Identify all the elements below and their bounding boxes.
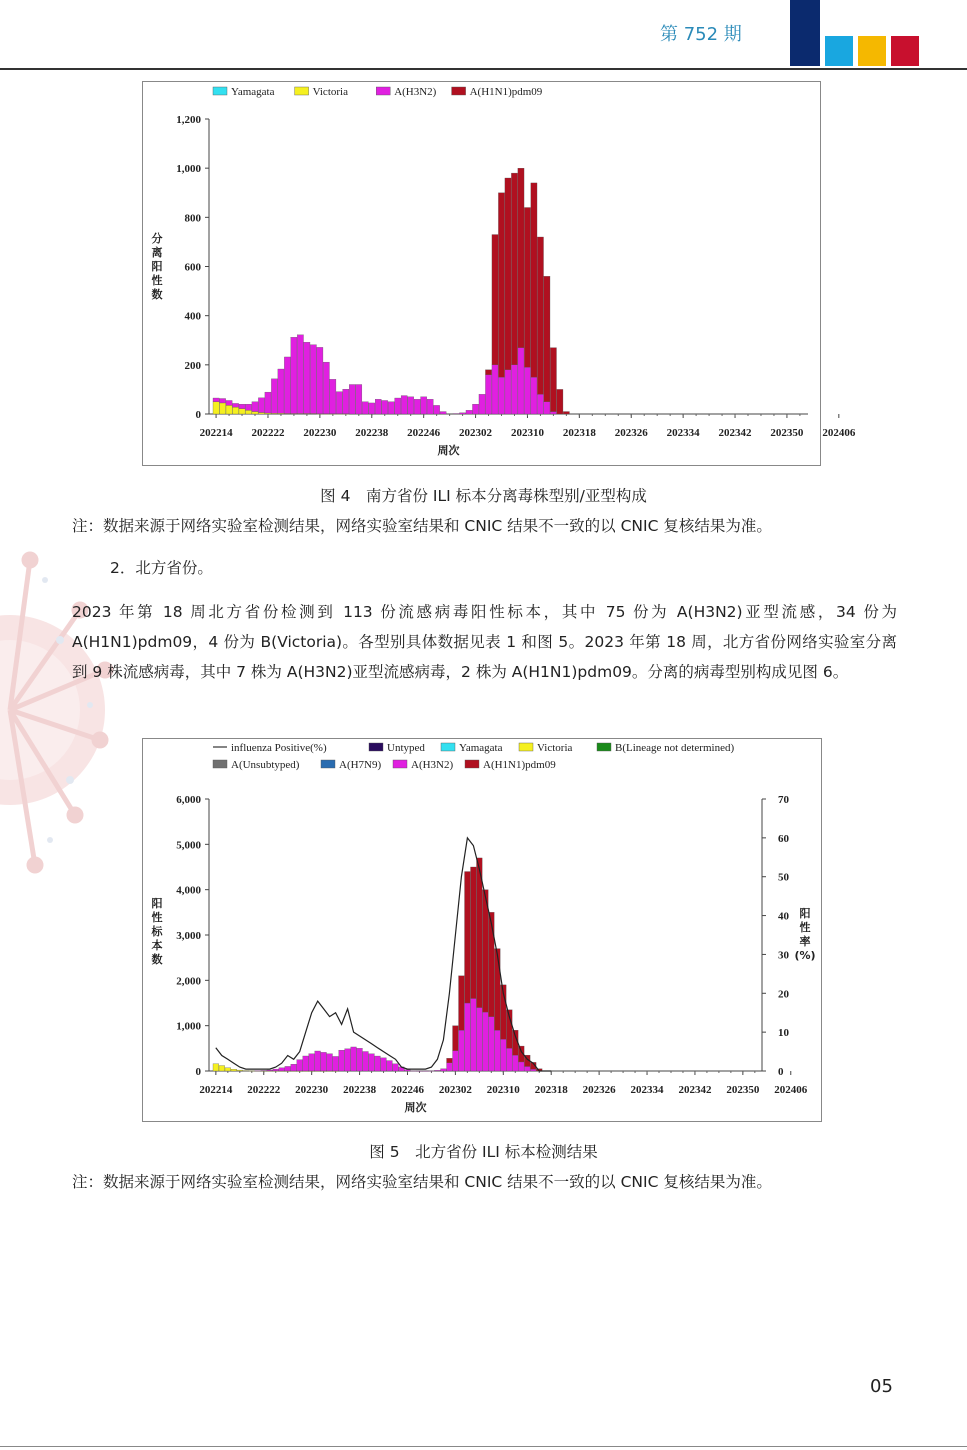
bar-victoria — [231, 1069, 237, 1071]
bar-a-h3n2- — [440, 412, 446, 414]
y2-tick-label: 50 — [778, 871, 789, 884]
bar-a-h1n1-pdm09 — [453, 1026, 459, 1051]
y2-axis-label-char: (%) — [794, 949, 816, 962]
bar-a-h3n2- — [327, 1054, 333, 1071]
y-tick-label: 5,000 — [176, 839, 201, 852]
legend-swatch — [369, 743, 383, 751]
bar-a-h3n2- — [531, 377, 537, 414]
x-tick-label: 202214 — [199, 427, 233, 439]
legend-swatch — [213, 87, 227, 95]
bar-victoria — [213, 1064, 219, 1071]
bar-a-h3n2- — [291, 1064, 297, 1071]
bar-a-h3n2- — [219, 399, 225, 403]
figure-5-caption: 图 5 北方省份 ILI 标本检测结果 — [369, 1143, 598, 1161]
bar-a-h3n2- — [429, 1071, 435, 1072]
x-tick-label: 202334 — [666, 427, 700, 439]
bar-a-h3n2- — [297, 1060, 303, 1071]
y-tick-label: 2,000 — [176, 975, 201, 988]
bar-a-h3n2- — [434, 405, 440, 414]
bar-a-h3n2- — [349, 385, 355, 415]
x-tick-label: 202310 — [486, 1084, 520, 1096]
bar-a-h3n2- — [492, 365, 498, 414]
bar-a-h3n2- — [414, 399, 420, 414]
brand-square-navy — [790, 0, 820, 66]
legend-swatch — [519, 743, 533, 751]
x-tick-label: 202350 — [770, 427, 804, 439]
bar-a-h1n1-pdm09 — [465, 872, 471, 1003]
bar-a-h3n2- — [408, 397, 414, 414]
legend-swatch — [321, 760, 335, 768]
bar-victoria — [237, 1070, 243, 1071]
header-rule — [0, 68, 967, 70]
issue-label: 第 752 期 — [660, 24, 742, 45]
bar-victoria — [226, 405, 232, 414]
bar-a-h3n2- — [453, 414, 459, 415]
bar-a-h3n2- — [388, 402, 394, 414]
bar-a-h3n2- — [291, 337, 297, 413]
bar-a-h3n2- — [261, 1070, 267, 1071]
legend-label: A(H3N2) — [394, 86, 437, 98]
legend-swatch — [441, 743, 455, 751]
bar-a-h3n2- — [435, 1070, 441, 1071]
bar-a-h3n2- — [518, 1062, 524, 1071]
bar-a-h1n1-pdm09 — [471, 867, 477, 998]
bar-a-h3n2- — [323, 362, 329, 414]
bar-a-h3n2- — [303, 1056, 309, 1071]
bar-a-h3n2- — [401, 396, 407, 414]
y-tick-label: 0 — [195, 409, 201, 421]
x-tick-label: 202246 — [407, 427, 441, 439]
bar-a-h3n2- — [351, 1047, 357, 1071]
y2-tick-label: 70 — [778, 794, 789, 806]
legend-swatch — [213, 760, 227, 768]
bar-a-h3n2- — [321, 1052, 327, 1071]
bar-a-h3n2- — [511, 365, 517, 414]
y-tick-label: 200 — [184, 359, 201, 372]
bar-a-h3n2- — [500, 1039, 506, 1071]
bar-a-h3n2- — [453, 1051, 459, 1071]
bar-a-h3n2- — [267, 1070, 273, 1071]
bar-a-h3n2- — [423, 1071, 429, 1072]
y-tick-label: 0 — [195, 1066, 201, 1078]
bar-a-h1n1-pdm09 — [459, 976, 465, 1030]
bar-a-h3n2- — [421, 397, 427, 414]
x-tick-label: 202222 — [247, 1084, 281, 1096]
bar-victoria — [245, 410, 251, 414]
bar-a-h3n2- — [339, 1050, 345, 1071]
bar-a-h1n1-pdm09 — [488, 912, 494, 1016]
x-tick-label: 202318 — [562, 427, 596, 439]
bar-victoria — [249, 1071, 255, 1072]
bar-a-h3n2- — [285, 1066, 291, 1071]
bar-a-h3n2- — [479, 394, 485, 414]
x-axis-label: 周次 — [437, 444, 460, 457]
brand-square-cyan — [825, 36, 853, 66]
bar-a-h3n2- — [315, 1051, 321, 1071]
bar-a-h3n2- — [369, 1054, 375, 1071]
y-axis-label-char: 离 — [151, 246, 163, 259]
bar-a-h3n2- — [395, 398, 401, 414]
bar-a-h1n1-pdm09 — [492, 235, 498, 365]
y-axis-label-char: 性 — [151, 911, 163, 924]
bar-a-h3n2- — [343, 389, 349, 414]
y-axis-label-char: 性 — [151, 274, 163, 287]
bar-a-h1n1-pdm09 — [511, 173, 517, 365]
bar-a-h3n2- — [304, 342, 310, 413]
bar-a-h3n2- — [393, 1064, 399, 1071]
x-tick-label: 202310 — [510, 427, 544, 439]
bar-a-h3n2- — [255, 1071, 261, 1072]
bar-a-h1n1-pdm09 — [505, 178, 511, 370]
figure-5-chart — [142, 738, 822, 1122]
bar-a-h3n2- — [278, 369, 284, 413]
y2-tick-label: 0 — [778, 1066, 784, 1078]
x-tick-label: 202214 — [199, 1084, 233, 1096]
bar-a-h1n1-pdm09 — [485, 370, 491, 375]
bar-a-h3n2- — [239, 404, 245, 408]
legend-label: A(H1N1)pdm09 — [483, 759, 556, 771]
bar-victoria — [219, 403, 225, 414]
bar-victoria — [232, 407, 238, 414]
bar-victoria — [225, 1068, 231, 1071]
x-tick-label: 202326 — [582, 1084, 616, 1096]
bar-a-h1n1-pdm09 — [557, 389, 563, 414]
y-tick-label: 6,000 — [176, 794, 201, 806]
bar-a-h3n2- — [524, 367, 530, 414]
x-tick-label: 202326 — [614, 427, 648, 439]
legend-label: A(H1N1)pdm09 — [469, 86, 543, 98]
bar-a-h3n2- — [381, 1058, 387, 1071]
y-axis-label-char: 数 — [151, 288, 163, 301]
bar-victoria — [239, 409, 245, 414]
y-tick-label: 1,000 — [176, 1020, 201, 1033]
y2-tick-label: 60 — [778, 832, 789, 845]
bar-victoria — [252, 412, 258, 414]
bar-a-h3n2- — [356, 385, 362, 415]
x-tick-label: 202334 — [630, 1084, 664, 1096]
bar-victoria — [213, 402, 219, 414]
figure-4-note: 注：数据来源于网络实验室检测结果，网络实验室结果和 CNIC 结果不一致的以 CNIC 复核结果为准。 — [72, 517, 772, 535]
y-tick-label: 1,000 — [176, 163, 201, 176]
virus-decoration-icon — [0, 520, 110, 900]
legend-label: A(H3N2) — [411, 759, 454, 771]
bar-a-h3n2- — [265, 392, 271, 413]
x-tick-label: 202302 — [438, 1084, 472, 1096]
y-tick-label: 1,200 — [176, 114, 201, 126]
legend-swatch — [376, 87, 390, 95]
x-tick-label: 202342 — [718, 427, 752, 439]
y-tick-label: 4,000 — [176, 884, 201, 897]
x-tick-label: 202230 — [303, 427, 337, 439]
legend-label: Yamagata — [231, 86, 275, 98]
legend-swatch — [465, 760, 479, 768]
bar-a-h3n2- — [333, 1056, 339, 1071]
bar-a-h3n2- — [317, 347, 323, 413]
bar-a-h3n2- — [226, 400, 232, 405]
y-tick-label: 600 — [184, 261, 201, 274]
bar-a-h3n2- — [232, 403, 238, 407]
legend-swatch — [452, 87, 466, 95]
x-tick-label: 202318 — [534, 1084, 568, 1096]
bar-a-h3n2- — [530, 1069, 536, 1071]
x-tick-label: 202342 — [678, 1084, 712, 1096]
x-tick-label: 202246 — [390, 1084, 424, 1096]
bar-a-h3n2- — [488, 1017, 494, 1071]
bar-a-h3n2- — [245, 404, 251, 410]
bar-a-h3n2- — [512, 1055, 518, 1071]
bar-a-h3n2- — [505, 370, 511, 414]
bar-a-h3n2- — [477, 1008, 483, 1071]
bar-a-h3n2- — [524, 1066, 530, 1071]
bar-a-h3n2- — [345, 1049, 351, 1071]
bar-a-h3n2- — [537, 394, 543, 414]
bar-a-h3n2- — [309, 1054, 315, 1071]
bar-a-h3n2- — [273, 1069, 279, 1071]
y-tick-label: 400 — [184, 310, 201, 323]
bar-a-h3n2- — [405, 1070, 411, 1071]
bar-a-h3n2- — [362, 402, 368, 414]
bar-a-h3n2- — [387, 1061, 393, 1071]
bar-a-h3n2- — [459, 1030, 465, 1071]
legend-label: A(Unsubtyped) — [231, 759, 300, 771]
x-axis-label: 周次 — [404, 1101, 427, 1114]
y-axis-label-char: 阳 — [151, 260, 163, 273]
legend-label: A(H7N9) — [339, 759, 382, 771]
bar-a-h3n2- — [447, 1063, 453, 1071]
y2-axis-label-char: 率 — [799, 935, 811, 948]
bar-a-h3n2- — [550, 412, 556, 414]
figure-4-svg — [143, 82, 856, 465]
bar-a-h3n2- — [427, 399, 433, 414]
bar-a-h1n1-pdm09 — [518, 168, 524, 347]
y2-tick-label: 40 — [778, 910, 789, 923]
y-axis-label-char: 本 — [151, 939, 163, 952]
bar-a-h3n2- — [518, 348, 524, 414]
bar-a-h3n2- — [485, 375, 491, 414]
brand-square-yellow — [858, 36, 886, 66]
x-tick-label: 202222 — [251, 427, 285, 439]
y2-axis-label-char: 性 — [799, 921, 811, 934]
bar-a-h3n2- — [330, 379, 336, 413]
bar-victoria — [258, 413, 264, 414]
figure-4-caption: 图 4 南方省份 ILI 标本分离毒株型别/亚型构成 — [320, 487, 647, 505]
x-tick-label: 202238 — [355, 427, 389, 439]
bar-a-h3n2- — [363, 1052, 369, 1071]
bar-a-h3n2- — [494, 1030, 500, 1071]
bar-a-h1n1-pdm09 — [544, 276, 550, 401]
body-paragraph: 2023 年第 18 周北方省份检测到 113 份流感病毒阳性标本，其中 75 份为 A(H3N2)亚型流感，34 份为 A(H1N1)pdm09，4 份为 B(Victoria)。各型别具体数据见表 1 和图 5。2023 年第 18 周，北方省份网络实验室分离到 9 株流感病毒，其中 7 株为 A(H3N2)亚型流感病毒，2 株为 A(H1N1)pdm09。分离的病毒型别构成见图 6。 — [72, 603, 897, 681]
bar-a-h1n1-pdm09 — [563, 412, 569, 414]
bar-a-h3n2- — [498, 377, 504, 414]
bar-victoria — [219, 1066, 225, 1071]
bar-a-h3n2- — [279, 1068, 285, 1071]
bar-a-h3n2- — [375, 1056, 381, 1071]
legend-label: B(Lineage not determined) — [615, 742, 735, 754]
y-tick-label: 800 — [184, 212, 201, 225]
y2-axis-label-char: 阳 — [799, 907, 811, 920]
bar-a-h3n2- — [382, 400, 388, 414]
bar-a-h3n2- — [271, 379, 277, 413]
brand-square-red — [891, 36, 919, 66]
bar-a-h3n2- — [506, 1048, 512, 1071]
bar-victoria — [243, 1071, 249, 1072]
bar-a-h3n2- — [369, 403, 375, 414]
legend-label: Victoria — [312, 86, 348, 98]
bar-a-h3n2- — [411, 1071, 417, 1072]
legend-label: Untyped — [387, 742, 425, 754]
bar-a-h3n2- — [471, 998, 477, 1071]
x-tick-label: 202302 — [459, 427, 493, 439]
footer-rule — [0, 1446, 967, 1447]
bar-a-h1n1-pdm09 — [550, 348, 556, 412]
legend-swatch — [597, 743, 611, 751]
bar-a-h3n2- — [417, 1071, 423, 1072]
bar-a-h3n2- — [460, 413, 466, 414]
y2-tick-label: 30 — [778, 949, 789, 962]
y2-tick-label: 20 — [778, 988, 789, 1001]
bar-a-h1n1-pdm09 — [494, 949, 500, 1031]
legend-label: Yamagata — [459, 742, 503, 754]
y-axis-label-char: 数 — [151, 953, 163, 966]
y2-tick-label: 10 — [778, 1027, 789, 1040]
bar-a-h3n2- — [357, 1048, 363, 1071]
figure-4-chart — [142, 81, 856, 466]
legend-swatch — [295, 87, 309, 95]
y-tick-label: 3,000 — [176, 930, 201, 942]
bar-a-h3n2- — [297, 335, 303, 414]
bar-a-h3n2- — [284, 357, 290, 414]
bar-a-h1n1-pdm09 — [531, 183, 537, 377]
figure-5-svg — [143, 739, 821, 1121]
bar-a-h3n2- — [252, 402, 258, 412]
bar-a-h1n1-pdm09 — [447, 1058, 453, 1063]
x-tick-label: 202406 — [774, 1084, 808, 1096]
x-tick-label: 202238 — [343, 1084, 377, 1096]
bar-a-h3n2- — [375, 399, 381, 414]
bar-a-h3n2- — [544, 402, 550, 414]
section-heading: 2．北方省份。 — [110, 559, 213, 577]
x-tick-label: 202230 — [295, 1084, 329, 1096]
bar-a-h3n2- — [213, 398, 219, 402]
bar-a-h3n2- — [441, 1069, 447, 1071]
bar-a-h3n2- — [258, 398, 264, 413]
x-tick-label: 202350 — [726, 1084, 760, 1096]
bar-a-h3n2- — [336, 392, 342, 414]
bar-a-h3n2- — [466, 410, 472, 414]
y-axis-label-char: 分 — [151, 232, 163, 245]
page-number: 05 — [870, 1376, 893, 1397]
bar-a-h3n2- — [465, 1003, 471, 1071]
bar-a-h1n1-pdm09 — [537, 237, 543, 394]
bar-a-h1n1-pdm09 — [524, 208, 530, 368]
x-tick-label: 202406 — [822, 427, 856, 439]
legend-label: influenza Positive(%) — [231, 742, 327, 754]
legend-swatch — [393, 760, 407, 768]
bar-a-h3n2- — [482, 1012, 488, 1071]
bar-a-h3n2- — [310, 345, 316, 414]
bar-a-h3n2- — [472, 404, 478, 414]
figure-5-note: 注：数据来源于网络实验室检测结果，网络实验室结果和 CNIC 结果不一致的以 CNIC 复核结果为准。 — [72, 1173, 772, 1191]
legend-label: Victoria — [537, 742, 573, 754]
y-axis-label-char: 阳 — [151, 897, 163, 910]
bar-a-h1n1-pdm09 — [498, 193, 504, 377]
y-axis-label-char: 标 — [151, 925, 163, 938]
